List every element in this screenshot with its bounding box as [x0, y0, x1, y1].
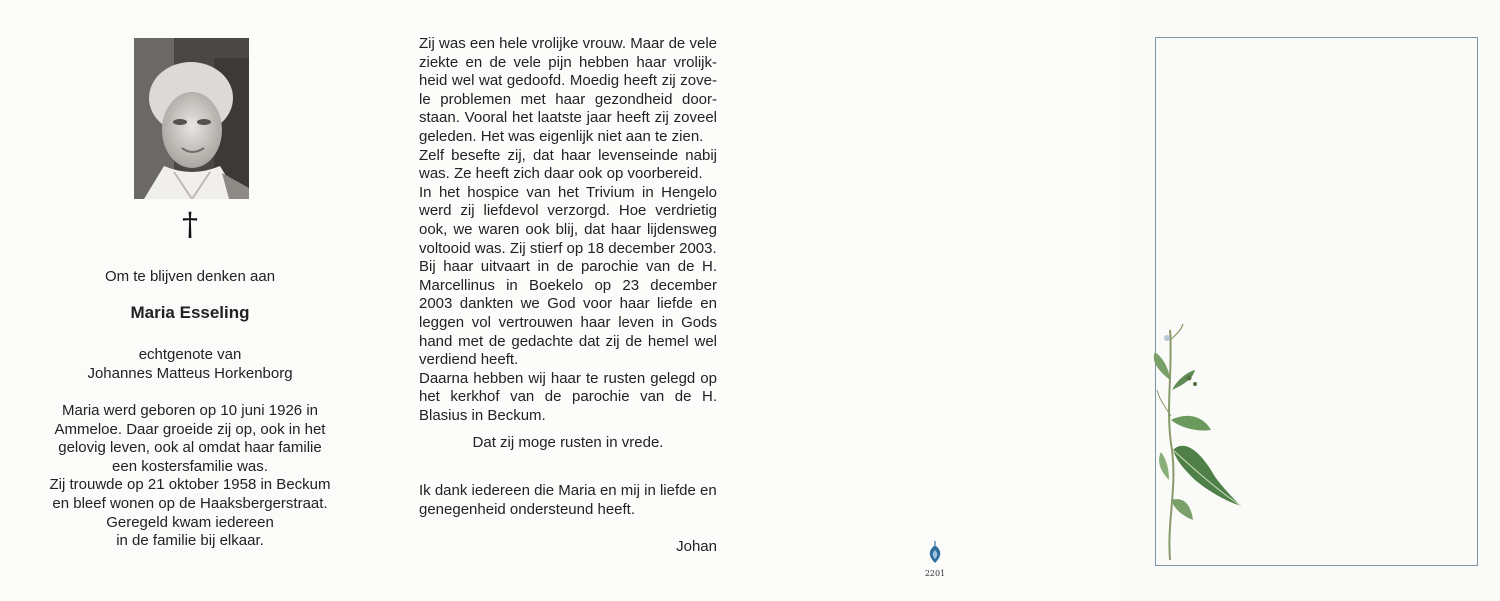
story-line: Daarna hebben wij haar te rusten gelegd op — [419, 369, 717, 387]
story-line: Zij was een hele vrolijke vrouw. Maar de vele — [419, 35, 717, 52]
thanks-line: genegenheid ondersteund heeft. — [419, 500, 636, 518]
bio-line: Maria werd geboren op 10 juni 1926 in — [61, 402, 318, 419]
deceased-name: Maria Esseling — [130, 303, 250, 322]
story-line: In het hospice van het Trivium in Hengelo — [419, 183, 717, 201]
story-line: Bij haar uitvaart in de parochie van de H. — [419, 258, 717, 276]
story-line: ook, we waren ook blij, dat haar lijdensweg — [419, 220, 717, 238]
intro-text: Om te blijven denken aan — [104, 268, 276, 285]
inside-text-panel — [377, 0, 750, 601]
bio-line: Geregeld kwam iedereen — [106, 513, 274, 531]
cross-symbol: † — [182, 205, 198, 243]
signature: Johan — [676, 538, 717, 555]
story-line: ziekte en de vele pijn hebben haar vrolijk- — [419, 53, 717, 71]
bio-line: Ammeloe. Daar groeide zij op, ook in het — [54, 420, 326, 438]
print-code: 2201 — [924, 569, 946, 578]
rest-in-peace: Dat zij moge rusten in vrede. — [472, 434, 664, 451]
story-line: het kerkhof van de parochie van de H. — [419, 388, 717, 406]
bio-line: Zij trouwde op 21 oktober 1958 in Beckum — [49, 476, 331, 494]
decorated-panel — [1125, 0, 1500, 601]
bio-line: een kostersfamilie was. — [112, 457, 268, 475]
story-line: voltooid was. Zij stierf op 18 december 2003. — [419, 239, 717, 257]
bio-line: gelovig leven, ook al omdat haar familie — [58, 439, 322, 457]
story-line: le problemen met haar gezondheid door- — [419, 90, 717, 108]
bio-line: in de familie bij elkaar. — [116, 532, 264, 550]
story-line: werd zij liefdevol verzorgd. Hoe verdrietig — [419, 202, 717, 220]
printer-logo-icon — [925, 541, 945, 565]
back-panel — [750, 0, 1125, 601]
flower-vine-illustration — [1137, 320, 1257, 560]
story-line: Zelf besefte zij, dat haar levenseinde nabij — [419, 146, 717, 164]
portrait-photo — [134, 38, 249, 199]
story-line: 2003 dankten we God voor haar liefde en — [419, 295, 717, 313]
front-panel — [0, 0, 377, 601]
story-line: staan. Vooral het laatste jaar heeft zij zoveel — [419, 109, 717, 127]
story-line: hand met de gedachte dat zij de hemel wel — [419, 332, 717, 350]
story-line: leggen vol vertrouwen haar leven in Gods — [419, 313, 717, 331]
biography — [20, 402, 360, 551]
story-line: heid wel wat gedoofd. Moedig heeft zij zove- — [419, 72, 717, 90]
life-story — [419, 35, 717, 425]
spouse-block — [20, 346, 360, 383]
thanks-text — [419, 482, 717, 519]
story-line: Marcellinus in Boekelo op 23 december — [419, 276, 717, 294]
story-line: geleden. Het was eigenlijk niet aan te zien. — [419, 127, 704, 145]
story-line: verdiend heeft. — [419, 351, 519, 369]
story-line: Blasius in Beckum. — [419, 406, 546, 424]
bio-line: en bleef wonen op de Haaksbergerstraat. — [52, 494, 328, 512]
thanks-line: Ik dank iedereen die Maria en mij in liefde en — [419, 482, 717, 499]
spouse-line: echtgenote van — [138, 346, 242, 363]
story-line: was. Ze heeft zich daar ook op voorbereid. — [419, 165, 703, 183]
spouse-line: Johannes Matteus Horkenborg — [87, 364, 293, 382]
